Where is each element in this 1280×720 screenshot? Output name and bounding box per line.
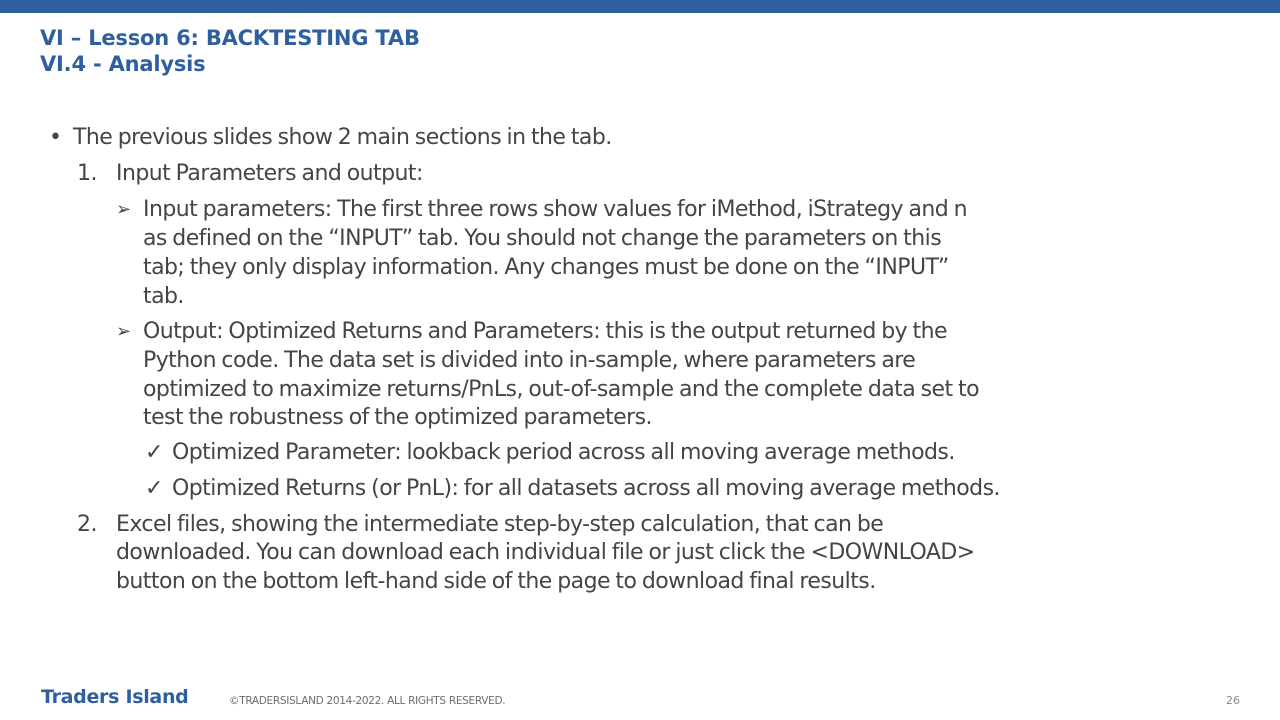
sub-1-line-1: Input parameters: The first three rows show values for iMethod, iStrategy and n	[143, 197, 968, 222]
sub-2-line-1: Output: Optimized Returns and Parameters: this is the output returned by the	[143, 319, 947, 344]
check-1-text: Optimized Parameter: lookback period across all moving average methods.	[172, 440, 955, 465]
arrow-bullet-icon: ➢	[116, 199, 131, 220]
sub-1-line-3: tab; they only display information. Any changes must be done on the “INPUT”	[143, 255, 949, 280]
item-1-text: Input Parameters and output:	[116, 161, 423, 186]
item-2-line-1: Excel files, showing the intermediate step-by-step calculation, that can be	[116, 512, 884, 537]
item-2-line-3: button on the bottom left-hand side of the page to download final results.	[116, 569, 876, 594]
sub-1-line-2: as defined on the “INPUT” tab. You should not change the parameters on this	[143, 226, 942, 251]
item-2-line-2: downloaded. You can download each individual file or just click the <DOWNLOAD>	[116, 540, 975, 565]
item-2-number: 2.	[77, 512, 97, 537]
arrow-bullet-icon: ➢	[116, 321, 131, 342]
sub-1-line-4: tab.	[143, 284, 184, 309]
sub-2-line-2: Python code. The data set is divided into in-sample, where parameters are	[143, 348, 916, 373]
check-icon: ✓	[145, 440, 163, 465]
copyright-notice: ©TRADERSISLAND 2014-2022. ALL RIGHTS RESERVED.	[229, 695, 506, 707]
intro-text: The previous slides show 2 main sections in the tab.	[73, 125, 612, 150]
page-number: 26	[1226, 694, 1240, 707]
slide-title-line-1: VI – Lesson 6: BACKTESTING TAB	[40, 26, 420, 50]
traders-island-logo: Traders Island	[41, 686, 189, 708]
item-1-number: 1.	[77, 161, 97, 186]
check-2-text: Optimized Returns (or PnL): for all datasets across all moving average methods.	[172, 476, 1000, 501]
sub-2-line-4: test the robustness of the optimized parameters.	[143, 405, 652, 430]
bullet-marker: •	[49, 125, 62, 150]
slide-title-line-2: VI.4 - Analysis	[40, 52, 206, 76]
sub-2-line-3: optimized to maximize returns/PnLs, out-of-sample and the complete data set to	[143, 377, 980, 402]
check-icon: ✓	[145, 476, 163, 501]
